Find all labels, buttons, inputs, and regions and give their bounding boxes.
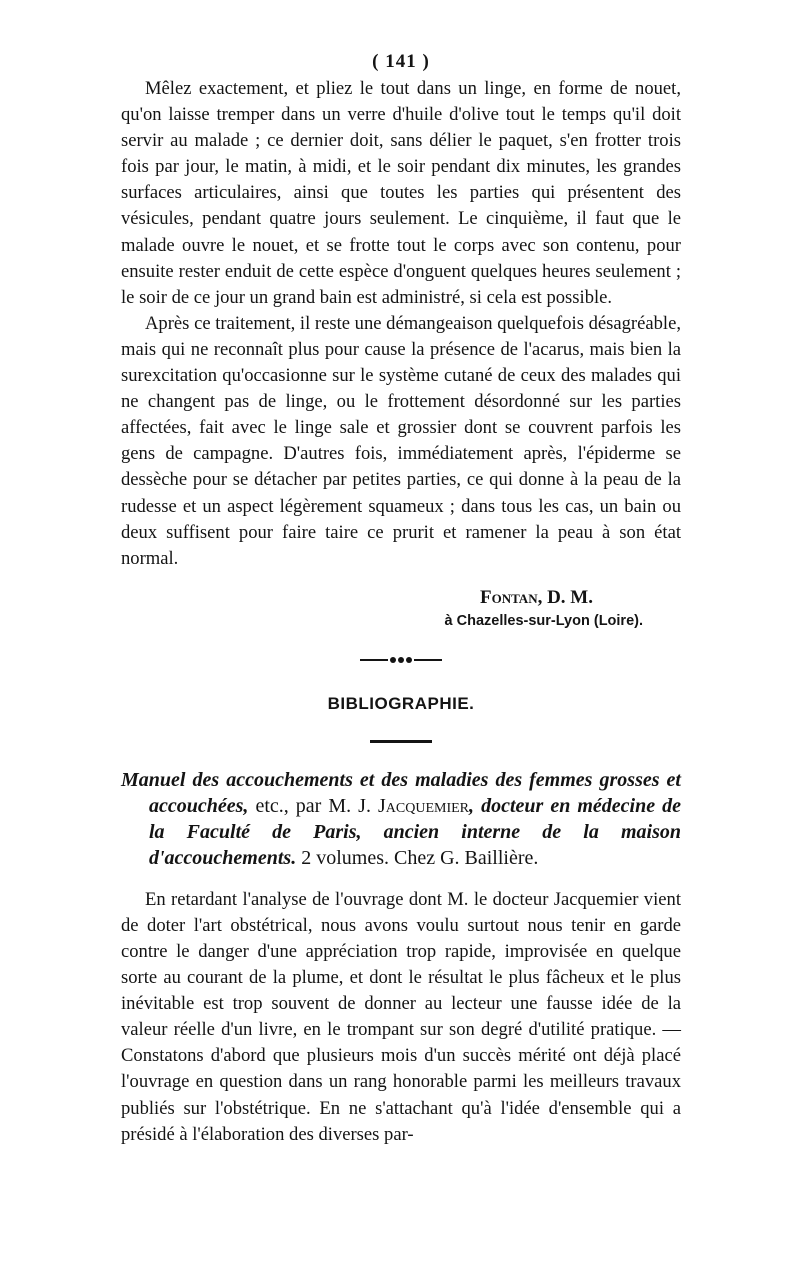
section-rule (370, 740, 432, 743)
page-number: ( 141 ) (372, 51, 430, 72)
author-location: à Chazelles-sur-Lyon (Loire). (444, 612, 643, 629)
ornament-divider-icon (121, 654, 681, 666)
paragraph-treatment-instructions: Mêlez exactement, et pliez le tout dans un linge, en forme de nouet, qu'on laisse tremper dans un verre d'huile d'olive tout le temps qu'il doit servir au malade ; ce dernier doit, sans délier le paquet, s'en frotter trois fois par jour, le matin, à midi, et le soir pendant dix minutes, les grandes surfaces articulaires, ainsi que toutes les parties qui présentent des vésicules, pendant quatre jours seulement. Le cinquième, il faut que le malade ouvre le nouet, et se frotte tout le corps avec son contenu, pour ensuite rester enduit de cette espèce d'onguent quelques heures seulement ; le soir de ce jour un grand bain est administré, si cela est possible. (121, 78, 681, 308)
book-author: Jacquemier (378, 794, 470, 817)
author-signature: Fontan, D. M. (480, 586, 593, 608)
section-title: BIBLIOGRAPHIE. (327, 693, 475, 713)
book-author-credentials: , docteur en médecine de la Faculté de Paris, ancien interne de la maison d'accouchements. (149, 794, 682, 869)
paragraph-review: En retardant l'analyse de l'ouvrage dont M. le docteur Jacquemier vient de doter l'art obstétrical, nous avons voulu surtout nous tenir en garde contre le danger d'une appréciation trop rapide, improvisée en quelque sorte au courant de la plume, et dont le résultat le plus fâcheux et le plus inévitable est trop souvent de donner au lecteur une fausse idée de la valeur réelle d'un livre, en le trompant sur son degré d'utilité pratique. — Constatons d'abord que plusieurs mois d'un succès mérité ont déjà placé l'ouvrage en question dans un rang honorable parmi les meilleurs travaux publiés sur l'obstétrique. En ne s'attachant qu'à l'idée d'ensemble qui a présidé à l'élaboration des diverses par- (121, 888, 681, 1145)
book-title: Manuel des accouchements et des maladies des femmes grosses et accouchées, (121, 768, 681, 817)
page-content (121, 48, 681, 1148)
paragraph-after-treatment: Après ce traitement, il reste une démangeaison quelquefois désagréable, mais qui ne reconnaît plus pour cause la présence de l'acarus, mais bien la surexcitation qu'occasionne sur le système cutané de ceux des malades qui ne changent pas de linge, ou le frottement désordonné sur les parties affectées, fait avec le linge sale et grossier dont se couvrent parfois les gens de campagne. D'autres fois, immédiatement après, l'épiderme se dessèche pour se détacher par petites parties, ce qui donne à la peau de la rudesse et un aspect légèrement squameux ; dans tous les cas, un bain ou deux suffisent pour faire taire ce prurit et ramener la peau à son état normal. (121, 312, 681, 569)
book-citation (121, 767, 681, 871)
book-details: 2 volumes. Chez G. Baillière. (296, 846, 539, 869)
book-etc: etc., par M. J. (248, 794, 379, 817)
